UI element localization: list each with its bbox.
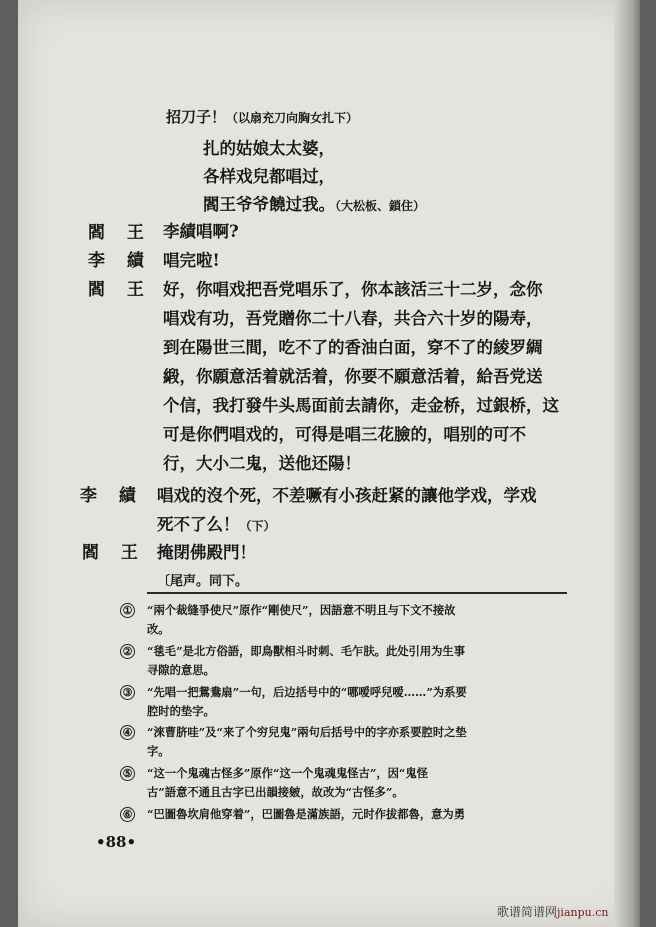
verse-line bbox=[203, 191, 425, 215]
footnote-line: “兩个裁缝爭使尺”原作“剛使尺”，因語意不明且与下文不接故 bbox=[147, 603, 456, 617]
speaker-label: 閻 王 bbox=[82, 543, 146, 563]
opening-stage-note: （以扇充刀向胸女扎下） bbox=[226, 111, 359, 125]
footnote-line: “淶曹脐哇”及“来了个穷兒鬼”兩句后括号中的字亦系要腔时之垫 bbox=[147, 725, 467, 739]
speaker-label: 閻 王 bbox=[88, 223, 152, 243]
footnote-marker: ③ bbox=[120, 685, 135, 700]
footnote-marker: ④ bbox=[120, 725, 135, 740]
dialogue-line: 唱戏的沒个死，不差噘有小孩赶紧的讓他学戏，学戏 bbox=[157, 486, 537, 505]
footnote-line: 腔时的垫字。 bbox=[147, 704, 215, 718]
footnote-line: “这一个鬼魂古怪多”原作“这一个鬼魂鬼怪古”，因“鬼怪 bbox=[147, 766, 429, 780]
dialogue-line: 唱戏有功，吾党贈你二十八春，共合六十岁的陽寿， bbox=[163, 309, 543, 328]
footnote-line: 古”語意不通且古字已出韻接皴，故改为“古怪多”。 bbox=[147, 785, 404, 799]
footnote-marker: ② bbox=[120, 644, 135, 659]
footnote-marker: ① bbox=[120, 603, 135, 618]
dialogue-line bbox=[157, 511, 276, 535]
opening-line-text: 招刀子！ bbox=[166, 108, 227, 126]
footnote-divider bbox=[147, 592, 567, 594]
dialogue-line: 可是你們唱戏的，可得是唱三花臉的，唱别的可不 bbox=[163, 425, 526, 444]
dialogue-line: 緞，你願意活着就活着，你要不願意活着，給吾党送 bbox=[163, 367, 543, 386]
dialogue-line: 个信，我打發牛头馬面前去請你，走金桥，过銀桥，这 bbox=[163, 396, 559, 415]
page-edge-shadow bbox=[614, 0, 640, 927]
footnote-line: 字。 bbox=[147, 744, 170, 758]
footnote-line: “先唱一把鴛鴦扇”一句，后边括号中的“哪嗳呼兒嗳……”为系要 bbox=[147, 685, 467, 699]
footnote-line: 寻隙的意思。 bbox=[147, 663, 215, 677]
verse-line: 各样戏兒都唱过， bbox=[203, 167, 335, 186]
stage-direction: 〔尾声。同下。 bbox=[157, 574, 249, 589]
verse-line-text: 閻王爷爷饒过我。 bbox=[203, 195, 335, 214]
speaker-label: 閻 王 bbox=[88, 280, 152, 300]
footnote-line: “巴圖魯坎肩他穿着”，巴圖魯是滿族語，元时作拔都魯，意为勇 bbox=[147, 807, 466, 821]
exit-note: （下） bbox=[239, 519, 276, 533]
speaker-label: 李 績 bbox=[80, 486, 144, 506]
speaker-label: 李 績 bbox=[88, 251, 152, 271]
dialogue-line: 到在陽世三間，吃不了的香油白面，穿不了的綾罗綢 bbox=[163, 338, 543, 357]
page-number: •88• bbox=[96, 833, 137, 851]
dialogue-line: 行，大小二鬼，送他还陽！ bbox=[163, 454, 361, 473]
dialogue-line-text: 死不了么！ bbox=[157, 515, 240, 534]
watermark-url: jianpu.cn bbox=[557, 906, 609, 919]
footnote-line: 改。 bbox=[147, 622, 170, 636]
dialogue-line: 好，你唱戏把吾党唱乐了，你本該活三十二岁，念你 bbox=[163, 280, 543, 299]
footnote-line: “毯毛”是北方俗語，即鳥獸相斗时刺、毛乍肤。此处引用为生事 bbox=[147, 644, 466, 658]
verse-stage-note: （大松板、鎖住） bbox=[335, 199, 426, 213]
footnote-marker: ⑥ bbox=[120, 807, 135, 822]
opening-line bbox=[166, 106, 358, 127]
dialogue-line: 唱完啦! bbox=[163, 251, 220, 270]
watermark-cn: 歌谱简谱网 bbox=[497, 905, 558, 919]
footnote-marker: ⑤ bbox=[120, 766, 135, 781]
dialogue-line: 掩閉佛殿門！ bbox=[157, 543, 256, 562]
dialogue-line: 李績唱啊? bbox=[163, 222, 239, 241]
watermark bbox=[497, 901, 608, 920]
verse-line: 扎的姑娘太太婆， bbox=[203, 139, 335, 158]
